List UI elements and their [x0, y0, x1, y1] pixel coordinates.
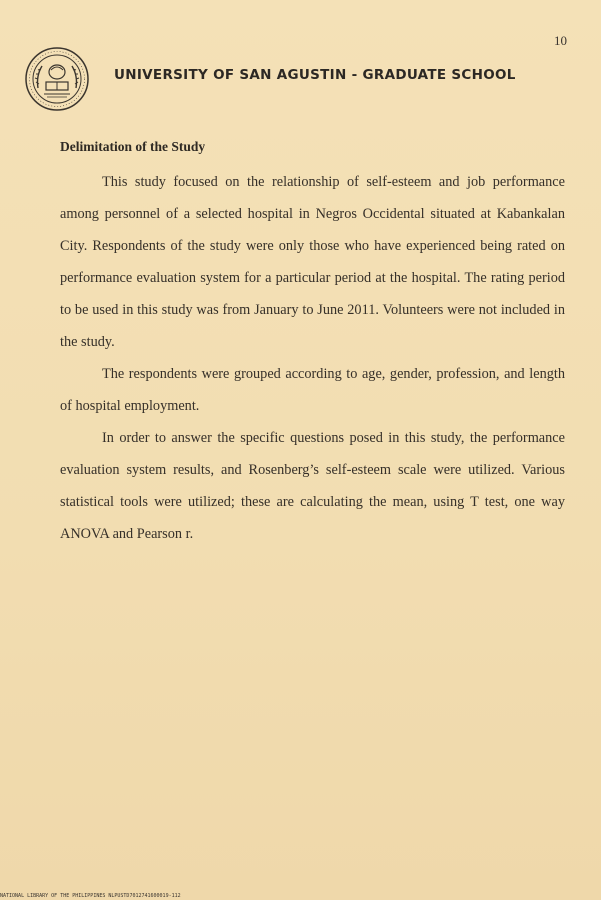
page-number: 10 [554, 33, 567, 48]
section-heading: Delimitation of the Study [60, 139, 206, 154]
section-body [60, 166, 565, 550]
paragraph: In order to answer the specific questions posed in this study, the performance evaluation system results, and Rosenberg’s self-esteem scale were utilized. Various statistical tools were utilized; these are calculating the mean, using T test, one way ANOVA and Pearson r. [60, 430, 565, 542]
paragraph: The respondents were grouped according to age, gender, profession, and length of hospital employment. [60, 366, 565, 414]
header-title: UNIVERSITY OF SAN AGUSTIN - GRADUATE SCHOOL [114, 67, 516, 83]
paragraph: This study focused on the relationship of self-esteem and job performance among personnel of a selected hospital in Negros Occidental situated at Kabankalan City. Respondents of the study were only those who have experienced being rated on performance evaluation system for a particular period at the hospital. The rating period to be used in this study was from January to June 2011. Volunteers were not included in the study. [60, 174, 565, 350]
university-seal-icon [24, 46, 90, 112]
footer-stamp: NATIONAL LIBRARY OF THE PHILIPPINES NLPUSTD7012741600019-112 [0, 893, 181, 899]
